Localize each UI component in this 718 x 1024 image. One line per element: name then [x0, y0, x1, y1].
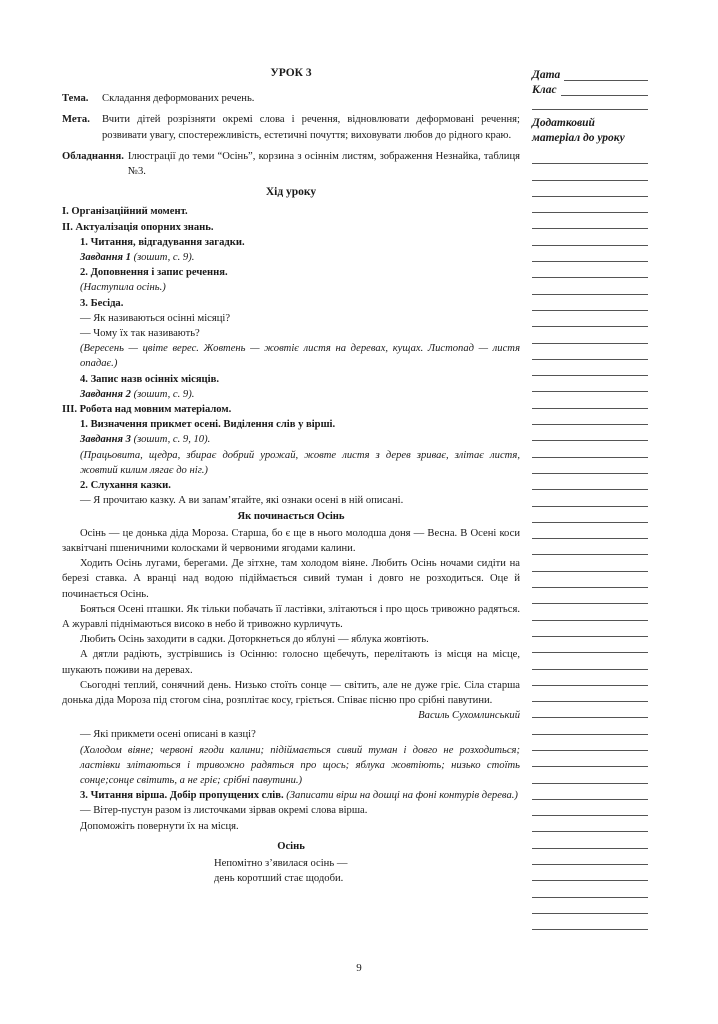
note-line[interactable]: [532, 735, 648, 751]
note-line[interactable]: [532, 800, 648, 816]
note-line[interactable]: [532, 637, 648, 653]
task-3-label: Завдання 3: [80, 434, 131, 446]
note-line[interactable]: [532, 670, 648, 686]
story-paragraph-6: Сьогодні теплий, сонячний день. Низько стоїть сонце — світить, але не дуже гріє. Сіла старша донька діда Мороза під стогом сіна, розплітає косу, гріється. Співає пісню про срібні павутини.: [62, 679, 520, 706]
section-3-1-note: (Працьовита, щедра, збирає добрий урожай, жовте листя з дерев зриває, злітає листя, жовтий килим лягає до ніг.): [80, 449, 520, 476]
section-2-2: 2. Доповнення і запис речення.: [80, 267, 228, 279]
question-2: — Чому їх так називають?: [80, 328, 200, 340]
note-line[interactable]: [532, 604, 648, 620]
note-line[interactable]: [532, 539, 648, 555]
topic-text: Складання деформованих речень.: [102, 93, 255, 105]
equipment-text: Ілюстрації до теми “Осінь”, корзина з осіннім листям, зображення Незнайка, таблиця №3.: [127, 150, 520, 178]
story-paragraph-2: Ходить Осінь лугами, берегами. Де зітхне, там холодом віяне. Любить Осінь ночами сидіти на березі ставка. А вранці над водою підіймається сивий туман і довго не розходиться. Оце й починається Осінь.: [62, 558, 520, 600]
extra-material-heading: [532, 116, 648, 146]
section-3-3: [62, 788, 520, 803]
section-3-2: 2. Слухання казки.: [80, 480, 171, 492]
note-line[interactable]: [532, 555, 648, 571]
note-line[interactable]: [532, 458, 648, 474]
section-3-3-title: 3. Читання вірша. Добір пропущених слів.: [80, 790, 284, 802]
note-line[interactable]: [532, 278, 648, 294]
section-3-3-line-2: Допоможіть повернути їх на місця.: [80, 820, 239, 832]
story-author: Василь Сухомлинський: [418, 710, 520, 722]
section-2-4: 4. Запис назв осінніх місяців.: [80, 373, 219, 385]
poem-line-2: день коротший стає щодоби.: [214, 873, 344, 885]
note-line[interactable]: [532, 816, 648, 832]
goal-row: [62, 112, 520, 142]
task-2: [62, 387, 520, 402]
note-line[interactable]: [532, 229, 648, 245]
section-3-1: 1. Визначення прикмет осені. Виділення слів у вірші.: [80, 419, 336, 431]
note-line[interactable]: [532, 262, 648, 278]
note-line[interactable]: [532, 213, 648, 229]
note-line[interactable]: [532, 865, 648, 881]
topic-label: Тема.: [62, 93, 89, 105]
story-title: Як починається Осінь: [237, 511, 345, 523]
section-3-3-line-1: — Вітер-пустун разом із листочками зірвав окремі слова вірша.: [80, 805, 368, 817]
task-1-ref: (зошит, с. 9).: [133, 252, 195, 264]
section-3-3-note: (Записати вірш на дошці на фоні контурів дерева.): [286, 790, 518, 802]
class-label: Клас: [532, 84, 557, 96]
note-line[interactable]: [532, 718, 648, 734]
poem-line-1: Непомітно з’явилася осінь —: [214, 857, 348, 869]
story-paragraph-4: Любить Осінь заходити в садки. Доторкнеться до яблуні — яблука жовтіють.: [80, 634, 429, 646]
equipment-row: [62, 149, 520, 179]
section-2-3: 3. Бесіда.: [80, 297, 124, 309]
note-line[interactable]: [532, 409, 648, 425]
note-line[interactable]: [532, 507, 648, 523]
topic-row: [62, 91, 520, 106]
note-line[interactable]: [532, 686, 648, 702]
note-line[interactable]: [532, 914, 648, 930]
note-line[interactable]: [532, 881, 648, 897]
note-line[interactable]: [532, 588, 648, 604]
note-line[interactable]: [532, 849, 648, 865]
note-line[interactable]: [532, 344, 648, 360]
date-label: Дата: [532, 69, 561, 81]
note-line[interactable]: [532, 164, 648, 180]
note-line[interactable]: [532, 425, 648, 441]
extra-material-label-1: Додатковий: [532, 117, 595, 129]
note-line[interactable]: [532, 311, 648, 327]
course-heading: Хід уроку: [265, 186, 317, 199]
task-3-ref: (зошит, с. 9, 10).: [133, 434, 211, 446]
task-2-label: Завдання 2: [80, 388, 131, 400]
note-line[interactable]: [532, 197, 648, 213]
note-line[interactable]: [532, 148, 648, 164]
note-line[interactable]: [532, 441, 648, 457]
note-line[interactable]: [532, 653, 648, 669]
note-line[interactable]: [532, 523, 648, 539]
section-3-2-line: — Я прочитаю казку. А ви запам’ятайте, які ознаки осені в ній описані.: [80, 495, 404, 507]
section-1: І. Організаційний момент.: [62, 206, 188, 218]
question-3: — Які прикмети осені описані в казці?: [80, 729, 256, 741]
task-1: [62, 250, 520, 265]
answer-1: (Вересень — цвіте верес. Жовтень — жовтіє листя на деревах, кущах. Листопад — листя опадає.): [80, 343, 520, 370]
note-line[interactable]: [532, 327, 648, 343]
note-line[interactable]: [532, 181, 648, 197]
note-line[interactable]: [532, 898, 648, 914]
note-line[interactable]: [532, 751, 648, 767]
side-notes-column: [532, 66, 648, 930]
lesson-content: [62, 66, 520, 886]
side-blank-line[interactable]: [532, 96, 648, 110]
goal-text: Вчити дітей розрізняти окремі слова і речення, відновлювати деформовані речення; розвивати увагу, спостережливість, естетичні почуття; виховувати любов до рідного краю.: [102, 114, 520, 141]
poem-title: Осінь: [277, 840, 305, 852]
note-line[interactable]: [532, 572, 648, 588]
extra-material-label-2: матеріал до уроку: [532, 132, 625, 144]
page-number: 9: [356, 962, 362, 974]
note-line[interactable]: [532, 767, 648, 783]
note-line[interactable]: [532, 702, 648, 718]
section-2-1: 1. Читання, відгадування загадки.: [80, 236, 245, 248]
section-3: ІІІ. Робота над мовним матеріалом.: [62, 404, 232, 416]
question-1: — Як називаються осінні місяці?: [80, 312, 231, 324]
class-row: [532, 81, 648, 96]
notes-lines[interactable]: [532, 148, 648, 930]
date-row: [532, 66, 648, 81]
note-line[interactable]: [532, 490, 648, 506]
note-line[interactable]: [532, 621, 648, 637]
note-line[interactable]: [532, 360, 648, 376]
task-1-label: Завдання 1: [80, 252, 131, 264]
section-2-2-note: (Наступила осінь.): [80, 282, 166, 294]
task-3: [62, 432, 520, 447]
story-paragraph-5: А дятли радіють, зустрівшись із Осінню: голосно щебечуть, перелітають із місця на місце, шукають поживи на деревах.: [62, 649, 520, 676]
task-2-ref: (зошит, с. 9).: [133, 388, 195, 400]
section-2: ІІ. Актуалізація опорних знань.: [62, 221, 214, 233]
note-line[interactable]: [532, 832, 648, 848]
goal-label: Мета.: [62, 114, 90, 126]
story-paragraph-3: Бояться Осені пташки. Як тільки побачать її ластівки, злітаються і про щось тривожно радяться. А журавлі піднімаються високо в небо й тривожно курличуть.: [62, 603, 520, 630]
note-line[interactable]: [532, 246, 648, 262]
note-line[interactable]: [532, 295, 648, 311]
date-blank-line[interactable]: [564, 69, 648, 81]
note-line[interactable]: [532, 474, 648, 490]
story-paragraph-1: Осінь — це донька діда Мороза. Старша, бо є ще в нього молодша доня — Весна. В Осені коси заквітчані пшеничними колосками й червоними ягодами калини.: [62, 527, 520, 554]
answer-3: (Холодом віяне; червоні ягоди калини; підіймається сивий туман і довго не розходиться; ластівки злітаються і тривожно радяться про щось; яблука жовтіють; низько стоїть сонце;сонце світить, а не гріє; срібні павутини.): [80, 744, 520, 786]
note-line[interactable]: [532, 784, 648, 800]
note-line[interactable]: [532, 392, 648, 408]
lesson-title: УРОК 3: [270, 67, 312, 79]
note-line[interactable]: [532, 376, 648, 392]
equipment-label: Обладнання.: [62, 150, 124, 162]
class-blank-line[interactable]: [561, 84, 648, 96]
